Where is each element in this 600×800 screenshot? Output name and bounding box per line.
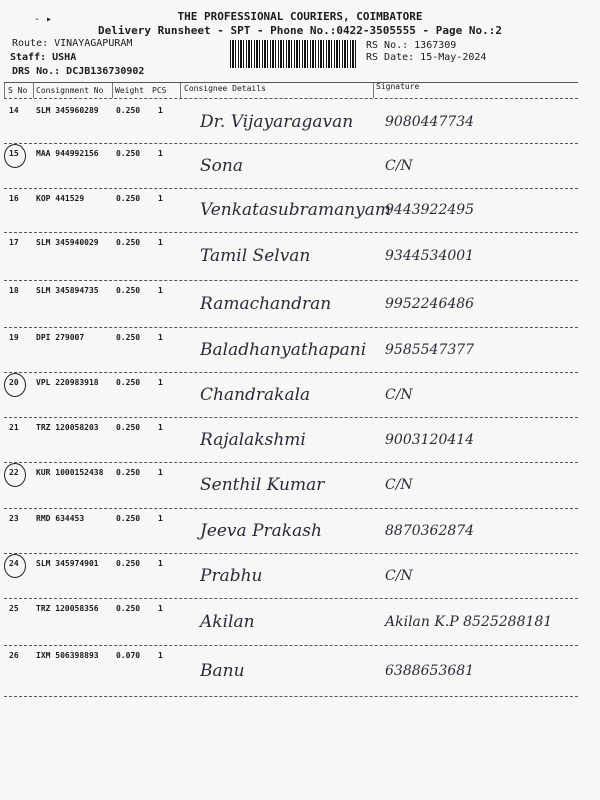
row-weight: 0.250 [116,333,141,342]
row-consignee-name: Chandrakala [200,384,311,405]
barcode [230,40,356,68]
row-separator [4,327,578,328]
row-sno: 18 [9,286,19,295]
row-pcs: 1 [158,238,163,247]
row-signature: 9003120414 [385,431,475,448]
row-pcs: 1 [158,514,163,523]
row-consignee-name: Dr. Vijayaragavan [200,111,354,132]
row-sno: 14 [9,106,19,115]
row-consignment-no: TRZ 120058203 [36,423,99,432]
row-signature: 6388653681 [385,662,475,679]
row-weight: 0.250 [116,286,141,295]
row-consignment-no: DPI 279007 [36,333,85,342]
row-sno: 16 [9,194,19,203]
row-consignment-no: VPL 220983918 [36,378,99,387]
dash-mark: ‐ ▸ [34,14,53,25]
drs-label: DRS No.: DCJB136730902 [12,66,145,77]
row-pcs: 1 [158,423,163,432]
row-signature: 9952246486 [385,295,475,312]
row-weight: 0.250 [116,514,141,523]
col-weight: Weight [115,86,144,95]
row-consignment-no: IXM 506398893 [36,651,99,660]
staff-label: Staff: USHA [10,52,77,63]
rs-date: RS Date: 15-May-2024 [366,52,487,63]
row-signature: C/N [385,157,413,174]
header-bottom-border [4,98,578,99]
row-separator [4,598,578,599]
row-pcs: 1 [158,149,163,158]
row-signature: 8870362874 [385,522,475,539]
row-consignment-no: SLM 345940029 [36,238,99,247]
row-separator [4,462,578,463]
row-consignee-name: Jeeva Prakash [200,520,322,541]
row-separator [4,508,578,509]
runsheet-subtitle: Delivery Runsheet - SPT - Phone No.:0422-3505555 - Page No.:2 [98,24,502,37]
row-sno: 21 [9,423,19,432]
row-pcs: 1 [158,559,163,568]
row-sno: 17 [9,238,19,247]
row-separator [4,417,578,418]
row-signature: 9443922495 [385,202,475,218]
row-separator [4,232,578,233]
row-consignment-no: KOP 441529 [36,194,85,203]
row-sno: 22 [9,468,19,477]
row-pcs: 1 [158,194,163,203]
row-pcs: 1 [158,651,163,660]
row-separator [4,143,578,144]
row-consignee-name: Baladhanyathapani [200,339,367,360]
sno-circle-mark [4,144,26,168]
col-pcs: PCS [152,86,167,95]
row-weight: 0.250 [116,604,141,613]
row-consignment-no: RMD 634453 [36,514,85,523]
row-weight: 0.250 [116,149,141,158]
row-consignee-name: Senthil Kumar [200,475,325,495]
row-consignment-no: MAA 944992156 [36,149,99,158]
row-pcs: 1 [158,286,163,295]
row-consignee-name: Rajalakshmi [200,429,306,450]
row-weight: 0.250 [116,378,141,387]
row-pcs: 1 [158,604,163,613]
sno-circle-mark [4,373,26,397]
company-title: THE PROFESSIONAL COURIERS, COIMBATORE [177,10,423,23]
col-border-left [4,82,5,98]
row-consignment-no: KUR 1000152438 [36,468,104,477]
row-separator [4,696,578,697]
rs-number: RS No.: 1367309 [366,40,457,51]
col-border-2 [112,82,113,98]
row-separator [4,280,578,281]
row-pcs: 1 [158,106,163,115]
row-sno: 19 [9,333,19,342]
col-sno: S No [8,86,28,95]
col-signature: Signature [376,82,420,91]
row-signature: C/N [385,567,413,584]
row-signature: 9585547377 [385,341,475,358]
row-consignee-name: Sona [200,155,243,176]
row-consignee-name: Akilan [200,611,255,632]
sno-circle-mark [4,463,26,487]
row-sno: 24 [9,559,19,568]
row-separator [4,372,578,373]
row-consignee-name: Ramachandran [200,293,332,314]
col-border-4 [373,82,374,98]
row-signature: 9344534001 [385,248,475,264]
col-border-3 [180,82,181,98]
row-weight: 0.250 [116,468,141,477]
row-separator [4,553,578,554]
row-weight: 0.250 [116,194,141,203]
row-pcs: 1 [158,333,163,342]
row-sno: 20 [9,378,19,387]
row-sno: 25 [9,604,19,613]
row-pcs: 1 [158,468,163,477]
row-weight: 0.250 [116,559,141,568]
row-weight: 0.250 [116,238,141,247]
row-signature: C/N [385,386,413,403]
row-weight: 0.250 [116,106,141,115]
row-consignee-name: Venkatasubramanyam [200,200,392,220]
row-sno: 23 [9,514,19,523]
row-weight: 0.070 [116,651,141,660]
route-label: Route: VINAYAGAPURAM [12,38,133,49]
row-separator [4,188,578,189]
header-top-border [4,82,578,83]
row-consignee-name: Banu [200,660,245,681]
row-consignment-no: SLM 345960289 [36,106,99,115]
row-consignment-no: SLM 345894735 [36,286,99,295]
row-pcs: 1 [158,378,163,387]
row-sno: 15 [9,149,19,158]
row-sno: 26 [9,651,19,660]
row-consignee-name: Prabhu [200,565,263,586]
row-separator [4,645,578,646]
col-border-1 [33,82,34,98]
row-consignment-no: TRZ 120058356 [36,604,99,613]
row-consignment-no: SLM 345974901 [36,559,99,568]
row-signature: C/N [385,477,413,493]
row-signature: 9080447734 [385,113,475,130]
sno-circle-mark [4,554,26,578]
row-weight: 0.250 [116,423,141,432]
row-consignee-name: Tamil Selvan [200,246,311,266]
row-signature: Akilan K.P 8525288181 [385,613,553,630]
col-consignee: Consignee Details [184,84,266,93]
col-consignment: Consignment No [36,86,104,95]
